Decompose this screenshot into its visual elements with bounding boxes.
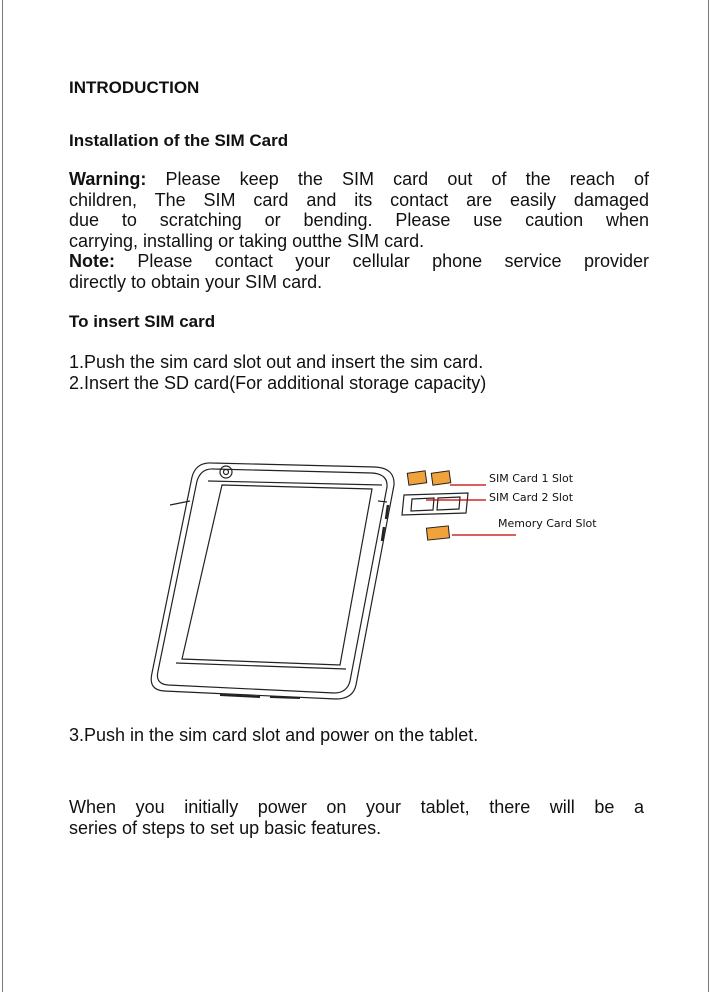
heading-installation: Installation of the SIM Card [69, 131, 289, 150]
note-text-1: Please contact your cellular phone service provider [137, 251, 649, 271]
tablet-illustration [151, 463, 394, 699]
heading-introduction: INTRODUCTION [69, 78, 200, 97]
sim-card-1 [407, 471, 426, 485]
step-3: 3.Push in the sim card slot and power on the tablet. [69, 725, 479, 745]
sim-card-2 [431, 471, 450, 485]
sim-installation-figure [150, 455, 620, 705]
label-sim-card-1-slot: SIM Card 1 Slot [489, 472, 574, 485]
note-label: Note: [69, 251, 115, 271]
tablet-sim-diagram [150, 455, 620, 705]
warning-paragraph [69, 169, 649, 251]
page-border-right [708, 0, 709, 992]
warning-line-3: due to scratching or bending. Please use caution when [69, 210, 649, 230]
sim-tray [402, 493, 468, 515]
warning-line-4: carrying, installing or taking outthe SIM card. [69, 230, 425, 251]
step-2: 2.Insert the SD card(For additional storage capacity) [69, 372, 487, 393]
after-figure-content [69, 725, 649, 746]
heading-insert-sim: To insert SIM card [69, 312, 216, 331]
closing-paragraph [69, 797, 644, 838]
warning-line-1 [69, 169, 649, 190]
note-paragraph [69, 251, 649, 292]
warning-text-1: Please keep the SIM card out of the reach of [165, 169, 649, 189]
memory-card [426, 526, 449, 540]
steps-list [69, 352, 649, 393]
page-border-left [2, 0, 3, 992]
document-content [69, 70, 649, 393]
label-sim-card-2-slot: SIM Card 2 Slot [489, 491, 574, 504]
warning-line-2: children, The SIM card and its contact are easily damaged [69, 189, 649, 210]
closing-line-2: series of steps to set up basic features. [69, 817, 382, 838]
warning-label: Warning: [69, 169, 147, 189]
note-line-1 [69, 251, 649, 272]
closing-line-1: When you initially power on your tablet, there will be a [69, 797, 644, 817]
note-line-2: directly to obtain your SIM card. [69, 271, 323, 292]
step-1: 1.Push the sim card slot out and insert the sim card. [69, 352, 484, 372]
label-memory-card-slot: Memory Card Slot [498, 517, 597, 530]
